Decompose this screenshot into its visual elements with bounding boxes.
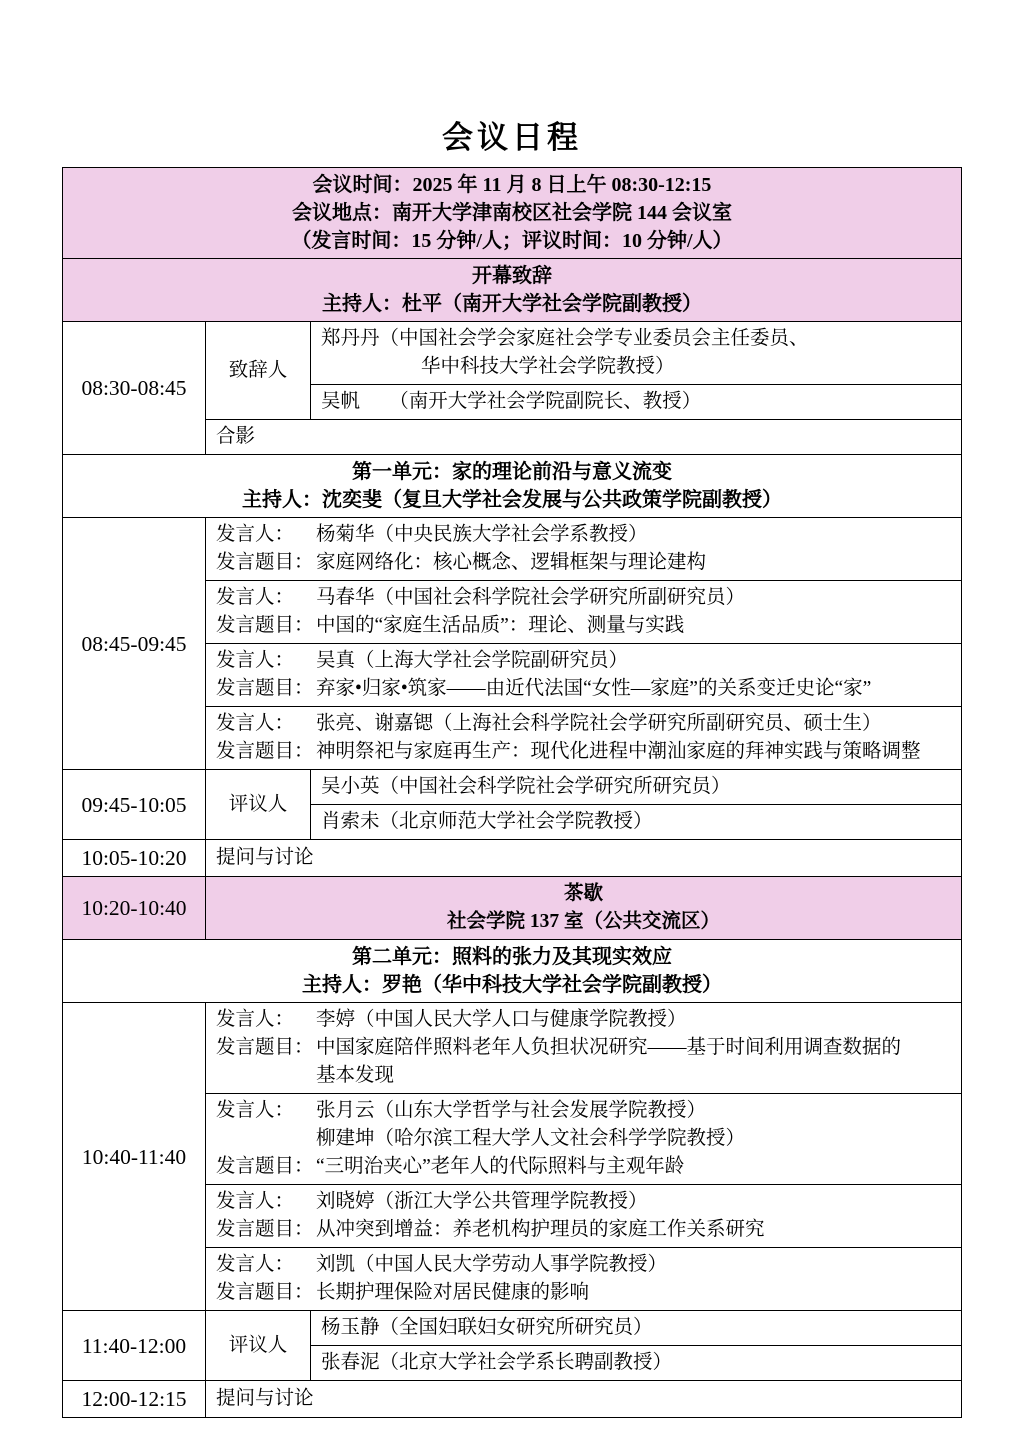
topic-label: 发言题目： bbox=[216, 1156, 314, 1177]
time-slot: 10:40-11:40 bbox=[63, 1003, 206, 1310]
time-slot: 12:00-12:15 bbox=[63, 1381, 206, 1417]
topic-text: 弃家•归家•筑家——由近代法国“女性—家庭”的关系变迁史论“家” bbox=[316, 678, 872, 699]
tea-break-location: 社会学院 137 室（公共交流区） bbox=[446, 911, 720, 932]
topic-text: “三明治夹心”老年人的代际照料与主观年龄 bbox=[316, 1156, 685, 1177]
opening-host: 主持人：杜平（南开大学社会学院副教授） bbox=[322, 293, 702, 315]
speech-giver-1-line2: 华中科技大学社会学院教授） bbox=[421, 356, 675, 377]
topic-text: 长期护理保险对居民健康的影响 bbox=[316, 1282, 590, 1303]
reviewer: 吴小英（中国社会科学院社会学研究所研究员） bbox=[321, 776, 731, 797]
speaker-name: 杨菊华（中央民族大学社会学系教授） bbox=[316, 524, 648, 545]
presentation bbox=[206, 1093, 961, 1184]
unit1-presentations-row bbox=[63, 517, 961, 769]
meeting-info-row bbox=[63, 168, 961, 258]
topic-text: 家庭网络化：核心概念、逻辑框架与理论建构 bbox=[316, 552, 707, 573]
reviewer: 肖索未（北京师范大学社会学院教授） bbox=[311, 804, 961, 839]
time-slot: 08:45-09:45 bbox=[63, 518, 206, 769]
unit2-host: 主持人：罗艳（华中科技大学社会学院副教授） bbox=[302, 974, 722, 996]
topic-label: 发言题目： bbox=[216, 552, 314, 573]
presentation bbox=[206, 1003, 961, 1093]
topic-line-wrap: 基本发现 bbox=[316, 1065, 395, 1086]
topic-label: 发言题目： bbox=[216, 1037, 314, 1058]
presentation bbox=[206, 1184, 961, 1247]
speaker-name: 张亮、谢嘉锶（上海社会科学院社会学研究所副研究员、硕士生） bbox=[316, 713, 882, 734]
speaker-line bbox=[216, 1097, 951, 1125]
agenda-table bbox=[62, 167, 962, 1418]
role-label: 评议人 bbox=[206, 1311, 311, 1380]
presentation bbox=[206, 706, 961, 769]
group-photo-cell: 合影 bbox=[206, 419, 961, 454]
topic-line bbox=[216, 549, 951, 577]
time-slot: 11:40-12:00 bbox=[63, 1311, 206, 1380]
role-label: 评议人 bbox=[206, 770, 311, 839]
presentation bbox=[206, 1247, 961, 1310]
topic-text: 中国的“家庭生活品质”：理论、测量与实践 bbox=[316, 615, 685, 636]
speaker-label: 发言人： bbox=[216, 524, 295, 545]
speaker-label: 发言人： bbox=[216, 587, 295, 608]
speech-block bbox=[206, 322, 961, 419]
unit2-presentations-row bbox=[63, 1002, 961, 1310]
time-slot: 10:20-10:40 bbox=[63, 877, 206, 939]
opening-session-content bbox=[206, 322, 961, 454]
review-block bbox=[206, 1311, 961, 1380]
topic-line bbox=[216, 1279, 951, 1307]
presentation bbox=[206, 518, 961, 580]
opening-session-row bbox=[63, 321, 961, 454]
opening-title: 开幕致辞 bbox=[472, 265, 552, 287]
unit1-review-row bbox=[63, 769, 961, 839]
topic-label: 发言题目： bbox=[216, 1282, 314, 1303]
unit1-header-row bbox=[63, 454, 961, 517]
speaker-line bbox=[216, 1188, 951, 1216]
speaker-name: 马春华（中国社会科学院社会学研究所副研究员） bbox=[316, 587, 746, 608]
unit1-title: 第一单元：家的理论前沿与意义流变 bbox=[352, 461, 672, 483]
speaker-label: 发言人： bbox=[216, 1009, 295, 1030]
speaker-line bbox=[216, 521, 951, 549]
meeting-time: 会议时间：2025 年 11 月 8 日上午 08:30-12:15 bbox=[312, 174, 712, 196]
time-slot: 09:45-10:05 bbox=[63, 770, 206, 839]
speaker-line bbox=[216, 1006, 951, 1034]
unit2-discussion-row bbox=[63, 1380, 961, 1417]
discussion-label: 提问与讨论 bbox=[216, 847, 314, 868]
speaker-label: 发言人： bbox=[216, 650, 295, 671]
unit1-host: 主持人：沈奕斐（复旦大学社会发展与公共政策学院副教授） bbox=[242, 489, 782, 511]
unit2-header-row bbox=[63, 939, 961, 1002]
time-slot: 08:30-08:45 bbox=[63, 322, 206, 454]
topic-text: 从冲突到增益：养老机构护理员的家庭工作关系研究 bbox=[316, 1219, 765, 1240]
topic-line bbox=[216, 738, 951, 766]
page-title: 会议日程 bbox=[442, 120, 582, 155]
topic-text: 神明祭祀与家庭再生产：现代化进程中潮汕家庭的拜神实践与策略调整 bbox=[316, 741, 921, 762]
speaker-label: 发言人： bbox=[216, 1254, 295, 1275]
speaker-label: 发言人： bbox=[216, 713, 295, 734]
meeting-rules: （发言时间：15 分钟/人；评议时间：10 分钟/人） bbox=[291, 230, 733, 252]
reviewers bbox=[311, 770, 961, 839]
topic-line bbox=[216, 1034, 951, 1062]
meeting-location: 会议地点：南开大学津南校区社会学院 144 会议室 bbox=[292, 202, 732, 224]
tea-break-content bbox=[206, 877, 961, 939]
topic-line bbox=[216, 1216, 951, 1244]
speech-giver-1-line1: 郑丹丹（中国社会学会家庭社会学专业委员会主任委员、 bbox=[321, 328, 809, 349]
presentation bbox=[206, 580, 961, 643]
unit2-presentations bbox=[206, 1003, 961, 1310]
topic-label: 发言题目： bbox=[216, 678, 314, 699]
unit1-presentations bbox=[206, 518, 961, 769]
unit2-review-row bbox=[63, 1310, 961, 1380]
speech-givers bbox=[311, 322, 961, 419]
presentation bbox=[206, 643, 961, 706]
discussion-label: 提问与讨论 bbox=[216, 1388, 314, 1409]
reviewers bbox=[311, 1311, 961, 1380]
topic-label: 发言题目： bbox=[216, 1219, 314, 1240]
speaker-name: 张月云（山东大学哲学与社会发展学院教授） bbox=[316, 1100, 707, 1121]
speaker-label: 发言人： bbox=[216, 1191, 295, 1212]
role-label: 致辞人 bbox=[206, 322, 311, 419]
speaker-name: 刘凯（中国人民大学劳动人事学院教授） bbox=[316, 1254, 668, 1275]
opening-header-row bbox=[63, 258, 961, 321]
reviewer: 张春泥（北京大学社会学系长聘副教授） bbox=[311, 1345, 961, 1380]
speaker-name: 刘晓婷（浙江大学公共管理学院教授） bbox=[316, 1191, 648, 1212]
review-block bbox=[206, 770, 961, 839]
speaker-line bbox=[216, 1251, 951, 1279]
time-slot: 10:05-10:20 bbox=[63, 840, 206, 876]
speaker-line bbox=[216, 584, 951, 612]
topic-line bbox=[216, 1153, 951, 1181]
speaker-name: 李婷（中国人民大学人口与健康学院教授） bbox=[316, 1009, 687, 1030]
tea-break-title: 茶歇 bbox=[563, 883, 603, 904]
speaker-label: 发言人： bbox=[216, 1100, 295, 1121]
speaker-line bbox=[216, 710, 951, 738]
tea-break-row bbox=[63, 876, 961, 939]
topic-label: 发言题目： bbox=[216, 741, 314, 762]
topic-line bbox=[216, 612, 951, 640]
speaker-line bbox=[216, 647, 951, 675]
topic-text: 中国家庭陪伴照料老年人负担状况研究——基于时间利用调查数据的 bbox=[316, 1037, 902, 1058]
unit1-discussion-row bbox=[63, 839, 961, 876]
speaker-name: 吴真（上海大学社会学院副研究员） bbox=[316, 650, 629, 671]
topic-label: 发言题目： bbox=[216, 615, 314, 636]
speech-giver-2: 吴帆 （南开大学社会学院副院长、教授） bbox=[311, 384, 961, 419]
reviewer: 杨玉静（全国妇联妇女研究所研究员） bbox=[321, 1317, 653, 1338]
unit2-title: 第二单元：照料的张力及其现实效应 bbox=[352, 946, 672, 968]
topic-line bbox=[216, 675, 951, 703]
speaker-line-2: 柳建坤（哈尔滨工程大学人文社会科学学院教授） bbox=[316, 1128, 746, 1149]
speech-giver-1 bbox=[311, 322, 961, 384]
